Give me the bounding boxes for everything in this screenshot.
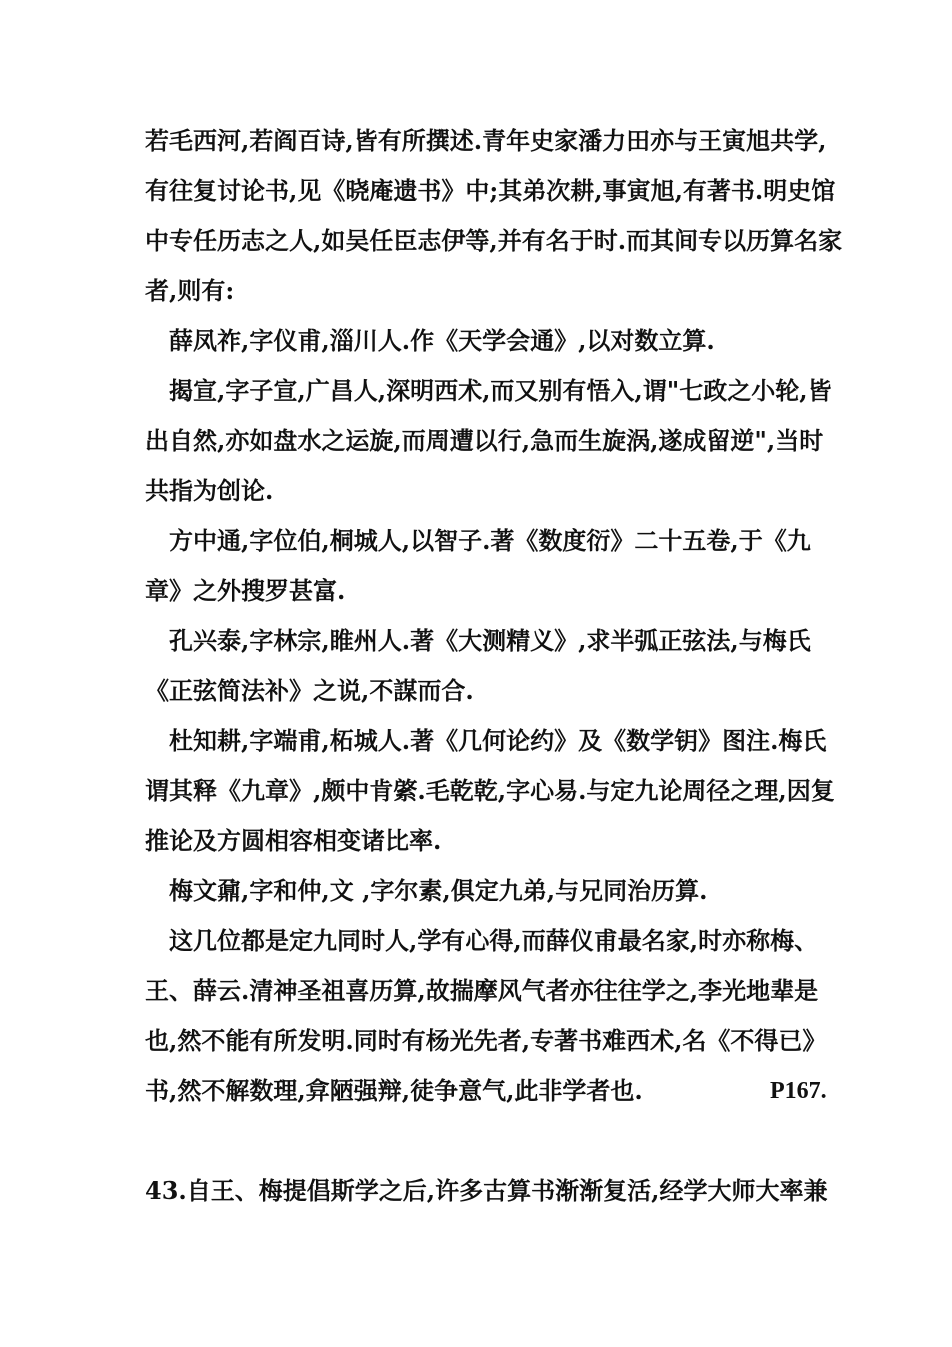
paragraph-du-zhigeng: 杜知耕,字端甫,柘城人.著《几何论约》及《数学钥》图注.梅氏谓其释《九章》,颇中肯綮.毛乾乾,字心易.与定九论周径之理,因复推论及方圆相容相变诸比率. bbox=[145, 726, 835, 855]
paragraph-intro: 若毛西河,若阎百诗,皆有所撰述.青年史家潘力田亦与王寅旭共学,有往复讨论书,见《晓庵遗书》中;其弟次耕,事寅旭,有著书.明史馆中专任历志之人,如吴任臣志伊等,并有名于时.而其间专以历算名家者,则有: bbox=[145, 126, 843, 305]
paragraph-summary: 这几位都是定九同时人,学有心得,而薛仪甫最名家,时亦称梅、王、薛云.清神圣祖喜历算,故揣摩风气者亦往往学之,李光地辈是也,然不能有所发明.同时有杨光先者,专著书难西术,名《不得已》书,然不解数理,弇陋强辩,徒争意气,此非学者也. bbox=[145, 926, 827, 1105]
paragraph-mei-wennai: 梅文鼐,字和仲,文 ,字尔素,俱定九弟,与兄同治历算. bbox=[169, 876, 708, 905]
paragraph-fang-zhongtong: 方中通,字位伯,桐城人,以智子.著《数度衍》二十五卷,于《九章》之外搜罗甚富. bbox=[145, 526, 811, 605]
page-reference: P167. bbox=[770, 1078, 827, 1104]
paragraph-section-43: 43.自王、梅提倡斯学之后,许多古算书渐渐复活,经学大师大率兼 bbox=[145, 1176, 828, 1205]
paragraph-kong-xingtai: 孔兴泰,字林宗,睢州人.著《大测精义》,求半弧正弦法,与梅氏《正弦简法补》之说,不謀而合. bbox=[145, 626, 811, 705]
paragraph-jie-xuan: 揭宣,字子宣,广昌人,深明西术,而又别有悟入,谓"七政之小轮,皆出自然,亦如盘水之运旋,而周遭以行,急而生旋涡,遂成留逆",当时共指为创论. bbox=[145, 376, 832, 505]
paragraph-xue-fengzuo: 薛凤祚,字仪甫,淄川人.作《天学会通》,以对数立算. bbox=[169, 326, 715, 355]
